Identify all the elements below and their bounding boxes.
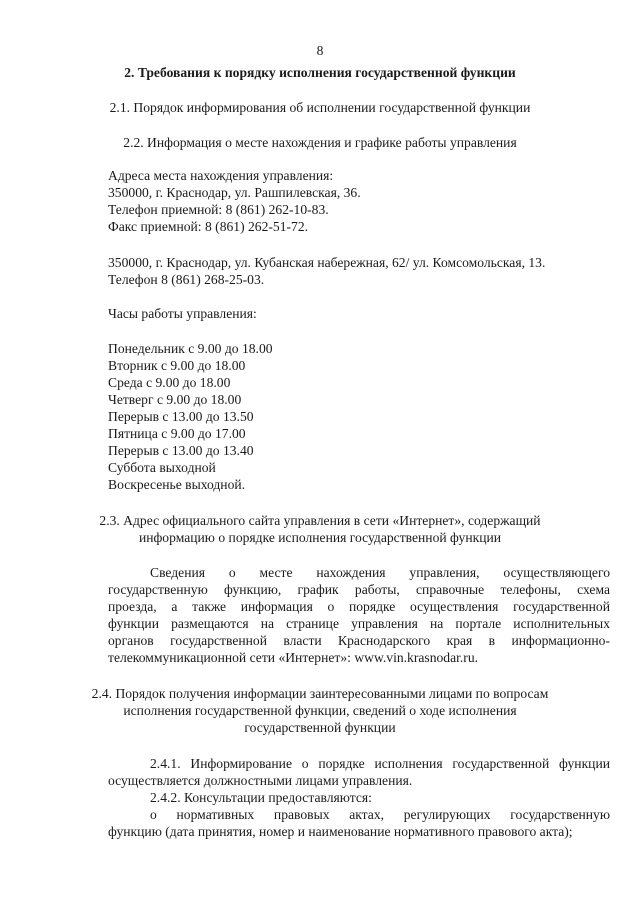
hours-line: Четверг с 9.00 до 18.00 (108, 392, 242, 407)
address-line: 350000, г. Краснодар, ул. Рашпилевская, 36. (108, 185, 361, 200)
fax-line: Факс приемной: 8 (861) 262-51-72. (108, 219, 309, 234)
hours-line: Воскресенье выходной. (108, 477, 246, 492)
paragraph-line: государственную функцию, график работы, справочные телефоны, схема (108, 582, 610, 597)
paragraph-line: функцию (дата принятия, номер и наименование нормативного правового акта); (108, 824, 573, 839)
subheading-2-4: 2.4. Порядок получения информации заинтересованными лицами по вопросам (91, 686, 549, 701)
hours-line: Суббота выходной (108, 460, 216, 475)
phone-line: Телефон приемной: 8 (861) 262-10-83. (108, 202, 329, 217)
subheading-2-3-cont: информацию о порядке исполнения государственной функции (138, 530, 502, 545)
page-number: 8 (316, 43, 324, 58)
hours-title: Часы работы управления: (108, 306, 257, 321)
hours-line: Перерыв с 13.00 до 13.50 (108, 409, 254, 424)
paragraph-line: проезда, а также информация о порядке осуществления государственной (108, 599, 610, 614)
address-line-2: 350000, г. Краснодар, ул. Кубанская набережная, 62/ ул. Комсомольская, 13. (108, 255, 546, 270)
paragraph-line: осуществляется должностными лицами управления. (108, 773, 413, 788)
paragraph-line: Сведения о месте нахождения управления, осуществляющего (150, 565, 610, 580)
subheading-2-3: 2.3. Адрес официального сайта управления в сети «Интернет», содержащий (99, 513, 541, 528)
paragraph-line: функции размещаются на странице управления на портале исполнительных (108, 616, 610, 631)
subheading-2-4-cont: исполнения государственной функции, сведений о ходе исполнения (123, 703, 517, 718)
paragraph-line: 2.4.2. Консультации предоставляются: (150, 790, 372, 805)
subheading-2-1: 2.1. Порядок информирования об исполнении государственной функции (109, 100, 531, 115)
paragraph-line: органов государственной власти Краснодарского края в информационно- (108, 633, 610, 648)
subheading-2-4-cont: государственной функции (244, 720, 396, 735)
paragraph-line: о нормативных правовых актах, регулирующих государственную (150, 807, 610, 822)
hours-line: Перерыв с 13.00 до 13.40 (108, 443, 254, 458)
paragraph-line: телекоммуникационной сети «Интернет»: www.vin.krasnodar.ru. (108, 650, 479, 665)
hours-line: Вторник с 9.00 до 18.00 (108, 358, 246, 373)
subheading-2-2: 2.2. Информация о месте нахождения и графике работы управления (123, 135, 517, 150)
hours-line: Пятница с 9.00 до 17.00 (108, 426, 246, 441)
section-heading-2: 2. Требования к порядку исполнения государственной функции (124, 65, 516, 80)
paragraph-line: 2.4.1. Информирование о порядке исполнения государственной функции (150, 756, 610, 771)
hours-line: Среда с 9.00 до 18.00 (108, 375, 231, 390)
hours-line: Понедельник с 9.00 до 18.00 (108, 341, 273, 356)
address-title: Адреса места нахождения управления: (108, 168, 334, 183)
phone-line-2: Телефон 8 (861) 268-25-03. (108, 272, 265, 287)
